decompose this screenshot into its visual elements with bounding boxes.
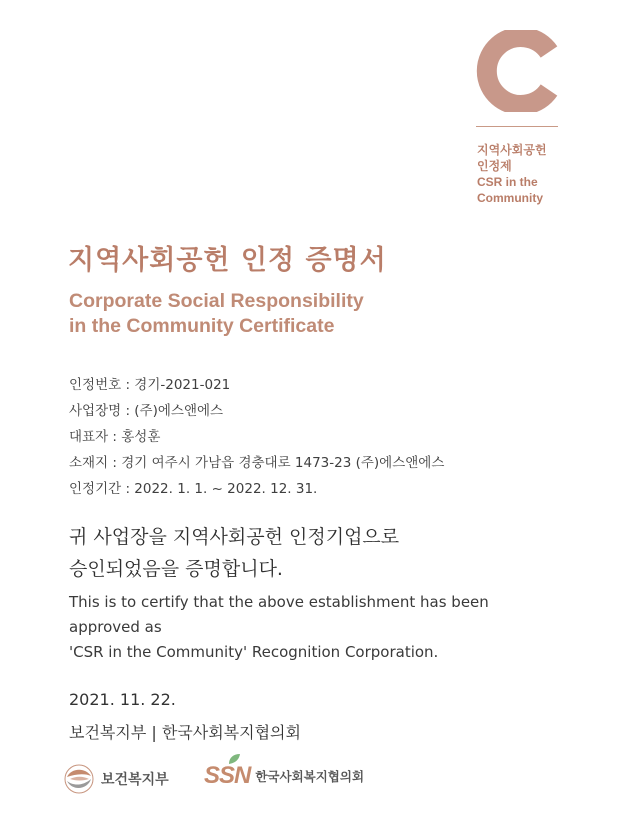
ministry-logo [64,764,169,794]
ministry-name: 보건복지부 [101,772,169,788]
mohw-emblem-icon [64,764,94,794]
statement-korean-line: 승인되었음을 증명합니다. [69,558,283,580]
detail-representative: 대표자 : 홍성훈 [69,429,161,445]
detail-period: 인정기간 : 2022. 1. 1. ~ 2022. 12. 31. [69,481,318,497]
logo-line: 지역사회공헌 [477,143,547,157]
certificate-details [69,372,444,502]
detail-certification-number: 인정번호 : 경기-2021-021 [69,377,231,393]
footer-logos [64,760,484,800]
ssn-logo [204,762,364,790]
logo-caption [477,142,597,206]
issuer: 보건복지부 | 한국사회복지협의회 [69,723,301,742]
logo-line: 인정제 [477,159,512,173]
csr-logo-c-icon [476,30,558,112]
statement-english-line: This is to certify that the above establishment has been [69,593,489,611]
logo-divider [476,126,558,127]
title-english-line: Corporate Social Responsibility [69,290,364,312]
statement-korean [69,521,399,585]
ssn-org-name: 한국사회복지협의회 [255,769,365,784]
certificate-title-korean: 지역사회공헌 인정 증명서 [68,245,387,276]
ssn-leaf-icon [227,753,241,765]
logo-line: CSR in the [477,175,538,189]
issue-date: 2021. 11. 22. [69,690,176,709]
ssn-mark-text: SSN [204,762,251,789]
title-english-line: in the Community Certificate [69,315,335,337]
statement-korean-line: 귀 사업장을 지역사회공헌 인정기업으로 [69,526,400,548]
detail-company-name: 사업장명 : (주)에스앤에스 [69,403,224,419]
certificate-title-english [69,289,489,339]
statement-english-line: 'CSR in the Community' Recognition Corporation. [69,643,439,661]
ssn-mark [204,762,250,790]
statement-english-line: approved as [69,618,162,636]
statement-english [69,590,489,665]
detail-address: 소재지 : 경기 여주시 가남읍 경충대로 1473-23 (주)에스앤에스 [69,455,445,471]
logo-line: Community [477,191,543,205]
